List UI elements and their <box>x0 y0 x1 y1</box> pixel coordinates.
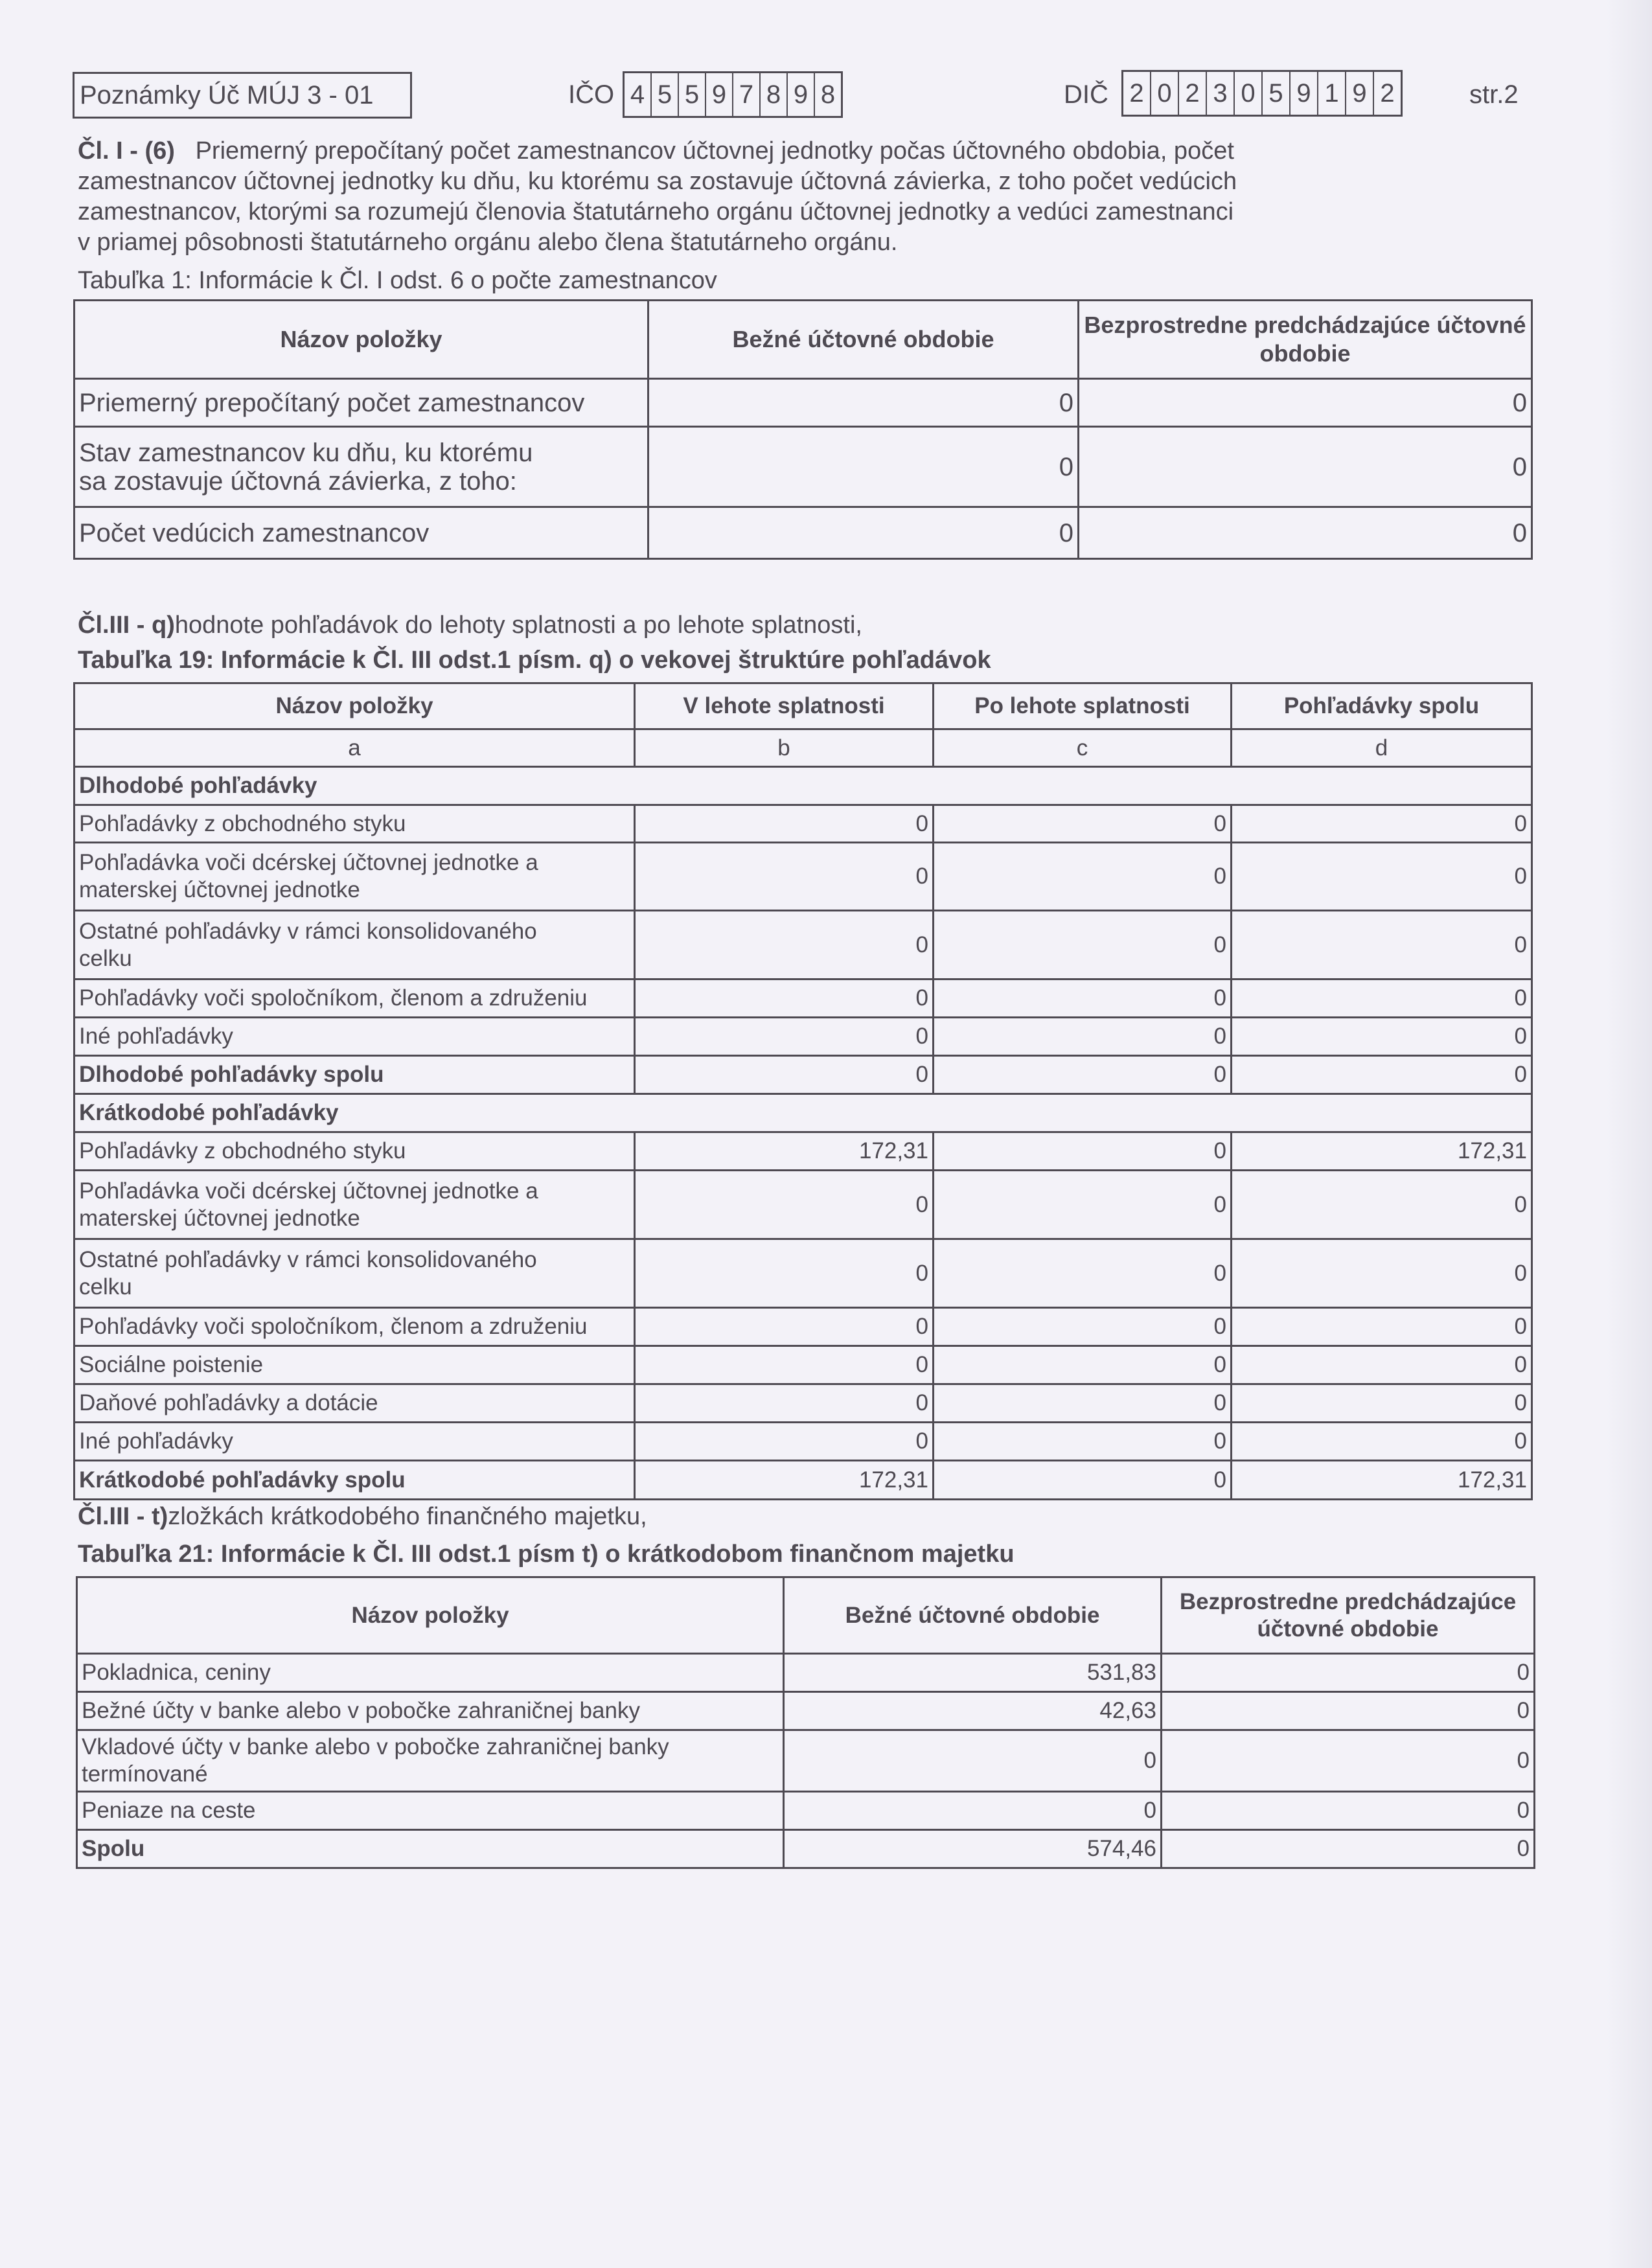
total-value: 0 <box>1232 843 1532 911</box>
row-label: Dlhodobé pohľadávky spolu <box>75 1056 635 1094</box>
short-term-section-title: Krátkodobé pohľadávky <box>75 1094 1532 1132</box>
section1-lead: Čl. I - (6) <box>78 137 175 165</box>
within-due-value: 0 <box>635 1308 934 1346</box>
overdue-value: 0 <box>934 805 1232 843</box>
page-number: str.2 <box>1469 80 1519 109</box>
table-header-row <box>77 1577 1535 1654</box>
subtotal-row <box>75 1056 1532 1094</box>
row-label <box>77 1730 784 1792</box>
within-due-value: 0 <box>635 805 934 843</box>
overdue-value: 0 <box>934 1056 1232 1094</box>
section1-line: v priamej pôsobnosti štatutárneho orgánu alebo člena štatutárneho orgánu. <box>78 229 898 256</box>
ico-digit: 4 <box>625 73 652 116</box>
receivables-table <box>73 682 1533 1500</box>
previous-period-value: 0 <box>1162 1730 1535 1792</box>
row-label-line: Pohľadávka voči dcérskej účtovnej jednotke a <box>79 850 538 875</box>
row-label-line: celku <box>79 945 132 971</box>
table-row <box>77 1730 1535 1792</box>
row-label <box>75 427 648 507</box>
table-row <box>77 1692 1535 1730</box>
overdue-value: 0 <box>934 1308 1232 1346</box>
section-row <box>75 767 1532 805</box>
row-label <box>75 1239 635 1308</box>
dic-digit: 0 <box>1235 72 1263 115</box>
within-due-value: 0 <box>635 1423 934 1461</box>
previous-period-value: 0 <box>1162 1692 1535 1730</box>
overdue-value: 0 <box>934 1423 1232 1461</box>
ico-digit: 8 <box>820 80 836 109</box>
section19-heading <box>78 610 862 640</box>
dic-digit: 2 <box>1179 72 1207 115</box>
section19-text: hodnote pohľadávok do lehoty splatnosti a po lehote splatnosti, <box>174 612 862 639</box>
row-label: Pohľadávky voči spoločníkom, členom a združeniu <box>75 1308 635 1346</box>
current-period-value: 0 <box>648 427 1079 507</box>
row-label: Pohľadávky z obchodného styku <box>75 1132 635 1171</box>
within-due-value: 172,31 <box>635 1461 934 1500</box>
within-due-value: 0 <box>635 1171 934 1239</box>
row-label-line: celku <box>79 1274 132 1300</box>
section1-paragraph <box>78 136 1503 258</box>
table-row <box>75 979 1532 1018</box>
dic-digit: 9 <box>1291 72 1318 115</box>
table21-caption: Tabuľka 21: Informácie k Čl. III odst.1 písm t) o krátkodobom finančnom majetku <box>78 1541 1015 1568</box>
total-value: 0 <box>1232 1239 1532 1308</box>
ico-digit: 9 <box>788 73 815 116</box>
section19-lead: Čl.III - q) <box>78 612 175 639</box>
row-label <box>75 1171 635 1239</box>
current-period-value: 0 <box>784 1730 1162 1792</box>
row-label: Pokladnica, ceniny <box>77 1654 784 1692</box>
total-value: 0 <box>1232 1018 1532 1056</box>
overdue-value: 0 <box>934 843 1232 911</box>
section1-line: Priemerný prepočítaný počet zamestnancov účtovnej jednotky počas účtovného obdobia, počet <box>195 137 1234 165</box>
current-period-value: 0 <box>648 379 1079 427</box>
overdue-value: 0 <box>934 911 1232 979</box>
table-row <box>75 1132 1532 1171</box>
overdue-value: 0 <box>934 1346 1232 1384</box>
within-due-value: 0 <box>635 1384 934 1423</box>
table-header-row <box>75 683 1532 729</box>
row-label: Iné pohľadávky <box>75 1423 635 1461</box>
current-period-value: 42,63 <box>784 1692 1162 1730</box>
row-label-line: sa zostavuje účtovná závierka, z toho: <box>79 466 517 496</box>
total-value: 172,31 <box>1232 1461 1532 1500</box>
ico-digit: 5 <box>652 73 679 116</box>
within-due-value: 0 <box>635 979 934 1018</box>
total-value: 0 <box>1232 979 1532 1018</box>
dic-digit: 2 <box>1123 72 1151 115</box>
overdue-value: 0 <box>934 1132 1232 1171</box>
table-row <box>75 1346 1532 1384</box>
table-row <box>75 1308 1532 1346</box>
current-period-value: 531,83 <box>784 1654 1162 1692</box>
previous-period-value: 0 <box>1079 507 1532 559</box>
table-row <box>77 1654 1535 1692</box>
dic-digit: 9 <box>1346 72 1374 115</box>
table-header-row <box>75 301 1532 379</box>
row-label-line: Ostatné pohľadávky v rámci konsolidovaného <box>79 918 537 944</box>
column-header: Pohľadávky spolu <box>1232 683 1532 729</box>
row-label-line: termínované <box>82 1761 208 1787</box>
within-due-value: 0 <box>635 1239 934 1308</box>
dic-digit: 5 <box>1263 72 1291 115</box>
table-row <box>75 843 1532 911</box>
table-row <box>75 1384 1532 1423</box>
ico-digit: 9 <box>706 73 733 116</box>
total-value: 0 <box>1232 1056 1532 1094</box>
column-header: Po lehote splatnosti <box>934 683 1232 729</box>
employees-table <box>73 299 1533 560</box>
dic-digit: 0 <box>1151 72 1179 115</box>
form-title-box: Poznámky Úč MÚJ 3 - 01 <box>73 72 412 119</box>
within-due-value: 0 <box>635 1346 934 1384</box>
total-row <box>77 1830 1535 1868</box>
table-row <box>75 1018 1532 1056</box>
column-letter: a <box>75 729 635 767</box>
long-term-section-title: Dlhodobé pohľadávky <box>75 767 1532 805</box>
ico-digit: 8 <box>761 73 788 116</box>
previous-period-value: 0 <box>1079 379 1532 427</box>
ico-digit: 7 <box>733 73 761 116</box>
previous-period-value: 0 <box>1162 1830 1535 1868</box>
total-value: 0 <box>1232 1346 1532 1384</box>
row-label-line: materskej účtovnej jednotke <box>79 877 360 902</box>
row-label: Peniaze na ceste <box>77 1792 784 1830</box>
overdue-value: 0 <box>934 1171 1232 1239</box>
table-row <box>75 911 1532 979</box>
ico-label: IČO <box>568 80 615 109</box>
total-value: 0 <box>1232 1308 1532 1346</box>
row-label-line: Ostatné pohľadávky v rámci konsolidovaného <box>79 1246 537 1272</box>
overdue-value: 0 <box>934 1018 1232 1056</box>
column-header: Bežné účtovné obdobie <box>648 301 1079 379</box>
row-label: Priemerný prepočítaný počet zamestnancov <box>75 379 648 427</box>
within-due-value: 0 <box>635 843 934 911</box>
overdue-value: 0 <box>934 1239 1232 1308</box>
dic-digit: 2 <box>1380 79 1395 108</box>
column-header: Názov položky <box>77 1577 784 1654</box>
table-row <box>75 379 1532 427</box>
within-due-value: 0 <box>635 1018 934 1056</box>
section21-heading <box>78 1502 647 1531</box>
section-row <box>75 1094 1532 1132</box>
current-period-value: 0 <box>784 1792 1162 1830</box>
ico-digit: 5 <box>679 73 706 116</box>
column-header: Bezprostredne predchádzajúce účtovné obdobie <box>1079 301 1532 379</box>
dic-label: DIČ <box>1064 80 1108 109</box>
column-header: Názov položky <box>75 301 648 379</box>
column-header: V lehote splatnosti <box>635 683 934 729</box>
subtotal-row <box>75 1461 1532 1500</box>
within-due-value: 172,31 <box>635 1132 934 1171</box>
column-header: Názov položky <box>75 683 635 729</box>
table19-caption: Tabuľka 19: Informácie k Čl. III odst.1 písm. q) o vekovej štruktúre pohľadávok <box>78 647 991 674</box>
total-value: 0 <box>1232 1384 1532 1423</box>
overdue-value: 0 <box>934 1384 1232 1423</box>
column-header: Bezprostredne predchádzajúce účtovné obdobie <box>1162 1577 1535 1654</box>
row-label-line: Vkladové účty v banke alebo v pobočke zahraničnej banky <box>82 1734 669 1759</box>
dic-digit-boxes <box>1121 70 1403 117</box>
ico-digit-boxes <box>623 71 843 118</box>
row-label: Bežné účty v banke alebo v pobočke zahraničnej banky <box>77 1692 784 1730</box>
current-period-value: 574,46 <box>784 1830 1162 1868</box>
overdue-value: 0 <box>934 979 1232 1018</box>
within-due-value: 0 <box>635 911 934 979</box>
row-label: Daňové pohľadávky a dotácie <box>75 1384 635 1423</box>
row-label: Pohľadávky voči spoločníkom, členom a združeniu <box>75 979 635 1018</box>
table1-caption: Tabuľka 1: Informácie k Čl. I odst. 6 o počte zamestnancov <box>78 267 717 294</box>
row-label-line: Pohľadávka voči dcérskej účtovnej jednotke a <box>79 1178 538 1204</box>
previous-period-value: 0 <box>1162 1654 1535 1692</box>
total-value: 0 <box>1232 1171 1532 1239</box>
row-label-line: materskej účtovnej jednotke <box>79 1205 360 1231</box>
within-due-value: 0 <box>635 1056 934 1094</box>
total-value: 0 <box>1232 911 1532 979</box>
table-row <box>75 507 1532 559</box>
row-label: Pohľadávky z obchodného styku <box>75 805 635 843</box>
table-row <box>75 1239 1532 1308</box>
section21-text: zložkách krátkodobého finančného majetku, <box>168 1503 647 1530</box>
section1-line: zamestnancov, ktorými sa rozumejú členovia štatutárneho orgánu účtovnej jednotky a vedúci zamestnanci <box>78 198 1234 225</box>
section21-lead: Čl.III - t) <box>78 1503 168 1530</box>
table-row <box>75 1423 1532 1461</box>
financial-assets-table <box>76 1576 1535 1869</box>
section1-line: zamestnancov účtovnej jednotky ku dňu, ku ktorému sa zostavuje účtovná závierka, z toho počet vedúcich <box>78 168 1237 195</box>
table-row <box>75 1171 1532 1239</box>
column-letter: c <box>934 729 1232 767</box>
row-label: Spolu <box>77 1830 784 1868</box>
total-value: 0 <box>1232 1423 1532 1461</box>
previous-period-value: 0 <box>1162 1792 1535 1830</box>
dic-digit: 1 <box>1318 72 1346 115</box>
row-label <box>75 911 635 979</box>
row-label <box>75 843 635 911</box>
row-label-line: Stav zamestnancov ku dňu, ku ktorému <box>79 438 533 467</box>
total-value: 172,31 <box>1232 1132 1532 1171</box>
table-row <box>75 805 1532 843</box>
column-letter-row <box>75 729 1532 767</box>
column-letter: b <box>635 729 934 767</box>
table-row <box>77 1792 1535 1830</box>
total-value: 0 <box>1232 805 1532 843</box>
overdue-value: 0 <box>934 1461 1232 1500</box>
row-label: Iné pohľadávky <box>75 1018 635 1056</box>
previous-period-value: 0 <box>1079 427 1532 507</box>
current-period-value: 0 <box>648 507 1079 559</box>
dic-digit: 3 <box>1207 72 1235 115</box>
row-label: Počet vedúcich zamestnancov <box>75 507 648 559</box>
scan-edge-shadow <box>1607 0 1652 2268</box>
table-row <box>75 427 1532 507</box>
row-label: Krátkodobé pohľadávky spolu <box>75 1461 635 1500</box>
column-header: Bežné účtovné obdobie <box>784 1577 1162 1654</box>
column-letter: d <box>1232 729 1532 767</box>
row-label: Sociálne poistenie <box>75 1346 635 1384</box>
